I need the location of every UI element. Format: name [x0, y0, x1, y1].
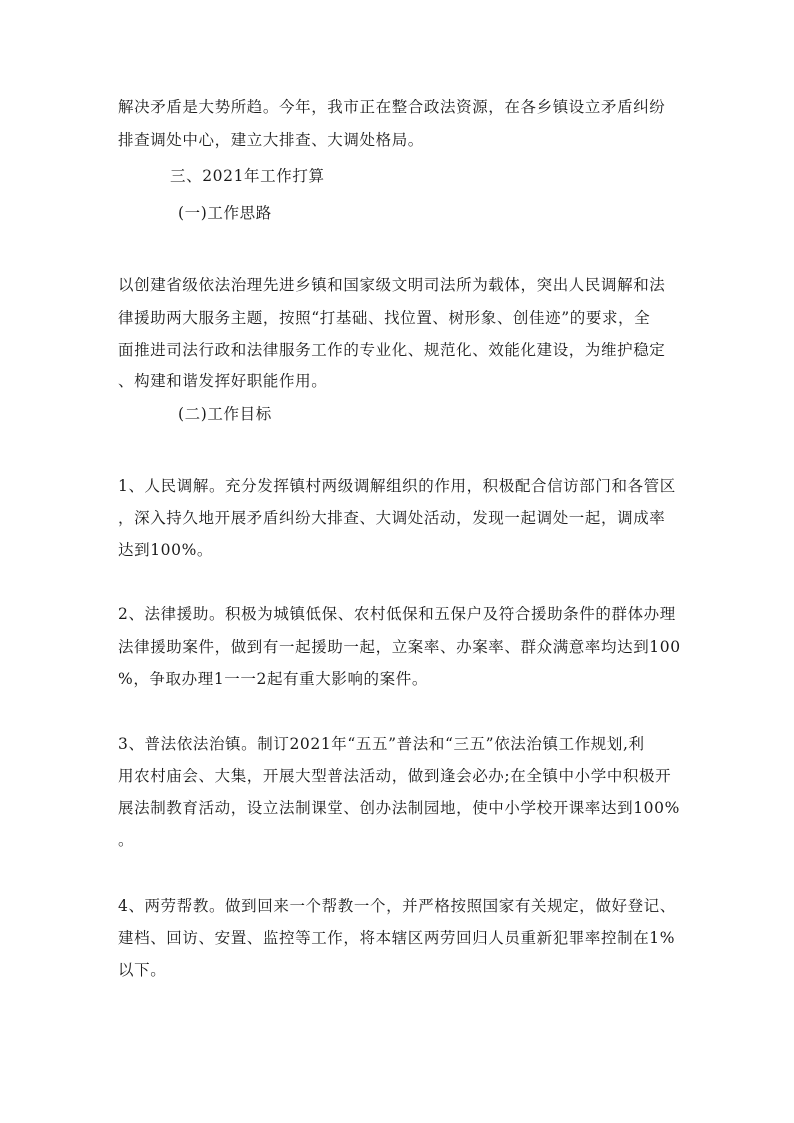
goal3-line-4: 。 — [118, 831, 135, 849]
section-heading: 三、2021年工作打算 — [170, 167, 325, 185]
goal1-line-3: 达到100%。 — [118, 541, 214, 559]
subheading-work-goals: (二)工作目标 — [178, 405, 272, 423]
goal2-line-3: %，争取办理1一一2起有重大影响的案件。 — [118, 670, 428, 688]
approach-line-2: 律援助两大服务主题，按照“打基础、找位置、树形象、创佳迹”的要求，全 — [118, 309, 651, 327]
goal4-line-3: 以下。 — [118, 961, 167, 979]
goal2-line-1: 2、法律援助。积极为城镇低保、农村低保和五保户及符合援助条件的群体办理 — [118, 605, 676, 623]
goal3-line-3: 展法制教育活动，设立法制课堂、创办法制园地，使中小学校开课率达到100% — [118, 799, 680, 817]
approach-line-1: 以创建省级依法治理先进乡镇和国家级文明司法所为载体，突出人民调解和法 — [118, 276, 666, 294]
goal1-line-1: 1、人民调解。充分发挥镇村两级调解组织的作用，积极配合信访部门和各管区 — [118, 477, 676, 495]
goal3-line-1: 3、普法依法治镇。制订2021年“五五”普法和“三五”依法治镇工作规划,利 — [118, 735, 645, 753]
subheading-work-approach: (一)工作思路 — [178, 204, 272, 222]
intro-line-1: 解决矛盾是大势所趋。今年，我市正在整合政法资源，在各乡镇设立矛盾纠纷 — [118, 98, 666, 116]
approach-line-3: 面推进司法行政和法律服务工作的专业化、规范化、效能化建设，为维护稳定 — [118, 341, 666, 359]
goal1-line-2: ，深入持久地开展矛盾纠纷大排查、大调处活动，发现一起调处一起，调成率 — [118, 509, 666, 527]
approach-line-4: 、构建和谐发挥好职能作用。 — [118, 372, 328, 390]
goal3-line-2: 用农村庙会、大集，开展大型普法活动，做到逢会必办;在全镇中小学中积极开 — [118, 767, 672, 785]
goal4-line-1: 4、两劳帮教。做到回来一个帮教一个，并严格按照国家有关规定，做好登记、 — [118, 897, 676, 915]
intro-line-2: 排查调处中心，建立大排查、大调处格局。 — [118, 131, 424, 149]
goal4-line-2: 建档、回访、安置、监控等工作，将本辖区两劳回归人员重新犯罪率控制在1% — [118, 929, 676, 947]
goal2-line-2: 法律援助案件，做到有一起援助一起，立案率、办案率、群众满意率均达到100 — [118, 638, 681, 656]
